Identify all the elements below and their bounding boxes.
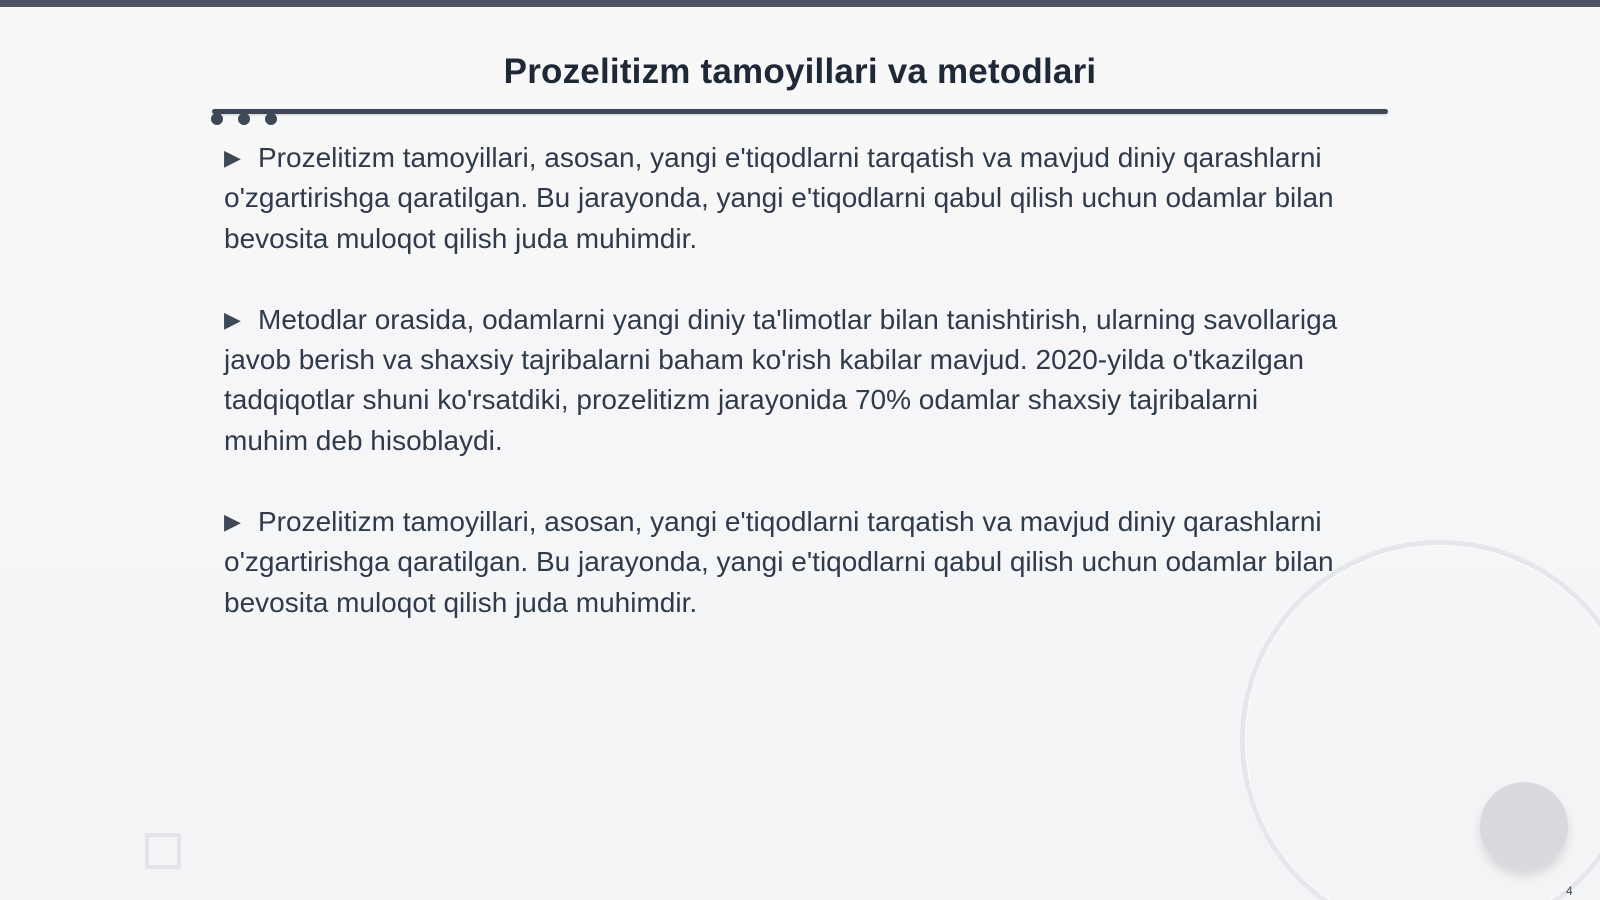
- bullet-text: Prozelitizm tamoyillari, asosan, yangi e'tiqodlarni tarqatish va mavjud diniy qarashlarni o'zgartirishga qaratilgan. Bu jarayonda, yangi e'tiqodlarni qabul qilish uchun odamlar bilan bevosita muloqot qilish juda muhimdir.: [224, 142, 1334, 254]
- bullet-item-principles: [224, 138, 1344, 259]
- bullet-text: Metodlar orasida, odamlarni yangi diniy ta'limotlar bilan tanishtirish, ularning savollariga javob berish va shaxsiy tajribalarni baham ko'rish kabilar mavjud. 2020-yilda o'tkazilgan tadqiqotlar shuni ko'rsatdiki, prozelitizm jarayonida 70% odamlar shaxsiy tajribalarni muhim deb hisoblaydi.: [224, 303, 1338, 456]
- slide-title: Prozelitizm tamoyillari va metodlari: [503, 52, 1097, 91]
- top-accent-strip: [0, 0, 1600, 7]
- decorative-circle-fill: [1480, 782, 1568, 870]
- triangle-bullet-icon: ▶: [224, 509, 241, 535]
- decorative-dot: [211, 113, 223, 125]
- slide-page-number: 4: [1566, 884, 1573, 898]
- triangle-bullet-icon: ▶: [224, 306, 241, 332]
- bullet-item-principles-repeat: [224, 502, 1344, 623]
- triangle-bullet-icon: ▶: [224, 145, 241, 170]
- bullet-text: Prozelitizm tamoyillari, asosan, yangi e'tiqodlarni tarqatish va mavjud diniy qarashlarni o'zgartirishga qaratilgan. Bu jarayonda, yangi e'tiqodlarni qabul qilish uchun odamlar bilan bevosita muloqot qilish juda muhimdir.: [224, 506, 1334, 618]
- title-divider: [212, 109, 1388, 114]
- decorative-dot: [265, 113, 277, 125]
- decorative-dot: [238, 113, 250, 125]
- decorative-square-outline: [145, 833, 181, 869]
- bullet-item-methods: [224, 300, 1344, 461]
- bullet-list: [224, 138, 1344, 664]
